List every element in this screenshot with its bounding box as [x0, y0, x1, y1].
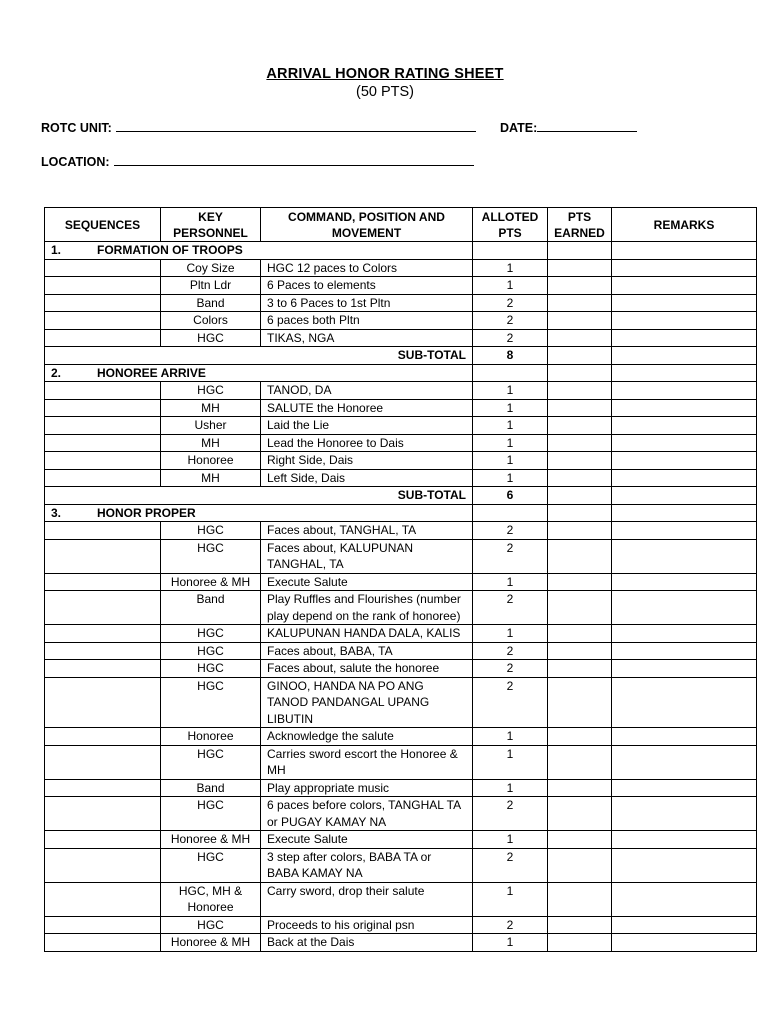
remarks-cell[interactable]	[612, 382, 757, 400]
alloted-pts-cell: 2	[473, 591, 548, 625]
table-row	[45, 277, 757, 295]
section-name: HONOR PROPER	[97, 505, 196, 520]
key-personnel-cell: HGC	[161, 660, 261, 678]
command-cell: Acknowledge the salute	[261, 728, 473, 746]
rotc-unit-label: ROTC UNIT:	[41, 121, 112, 135]
section-title-cell	[45, 504, 473, 522]
pts-earned-cell[interactable]	[548, 625, 612, 643]
remarks-cell[interactable]	[612, 882, 757, 916]
pts-earned-cell[interactable]	[548, 242, 612, 260]
table-row	[45, 677, 757, 728]
section-header-row	[45, 504, 757, 522]
remarks-cell[interactable]	[612, 797, 757, 831]
table-row	[45, 642, 757, 660]
alloted-pts-cell: 1	[473, 259, 548, 277]
sequence-cell	[45, 522, 161, 540]
command-cell: SALUTE the Honoree	[261, 399, 473, 417]
table-row	[45, 660, 757, 678]
section-number: 2.	[51, 365, 62, 380]
header-remarks: REMARKS	[612, 208, 757, 242]
header-key-personnel: KEY PERSONNEL	[161, 208, 261, 242]
pts-earned-cell[interactable]	[548, 934, 612, 952]
command-cell: Lead the Honoree to Dais	[261, 434, 473, 452]
table-row	[45, 382, 757, 400]
sequence-cell	[45, 539, 161, 573]
section-name: HONOREE ARRIVE	[97, 365, 206, 380]
pts-earned-cell[interactable]	[548, 329, 612, 347]
command-cell: Faces about, BABA, TA	[261, 642, 473, 660]
key-personnel-cell: HGC	[161, 539, 261, 573]
remarks-cell[interactable]	[612, 399, 757, 417]
remarks-cell[interactable]	[612, 625, 757, 643]
alloted-pts-cell: 1	[473, 434, 548, 452]
sequence-cell	[45, 677, 161, 728]
remarks-cell[interactable]	[612, 522, 757, 540]
remarks-cell[interactable]	[612, 573, 757, 591]
key-personnel-cell: MH	[161, 399, 261, 417]
header-pts-earned: PTS EARNED	[548, 208, 612, 242]
sequence-cell	[45, 312, 161, 330]
pts-earned-cell[interactable]	[548, 434, 612, 452]
alloted-pts-cell: 1	[473, 625, 548, 643]
remarks-cell[interactable]	[612, 417, 757, 435]
pts-earned-cell[interactable]	[548, 745, 612, 779]
subtotal-value: 6	[473, 487, 548, 505]
alloted-pts-cell: 2	[473, 677, 548, 728]
pts-earned-cell[interactable]	[548, 677, 612, 728]
alloted-pts-cell: 2	[473, 522, 548, 540]
alloted-pts-cell: 1	[473, 277, 548, 295]
pts-earned-cell[interactable]	[548, 660, 612, 678]
header-alloted-pts: ALLOTED PTS	[473, 208, 548, 242]
command-cell: Execute Salute	[261, 831, 473, 849]
table-row	[45, 452, 757, 470]
sequence-cell	[45, 916, 161, 934]
key-personnel-cell: Honoree & MH	[161, 831, 261, 849]
command-cell: HGC 12 paces to Colors	[261, 259, 473, 277]
section-name: FORMATION OF TROOPS	[97, 243, 243, 257]
key-personnel-cell: HGC	[161, 745, 261, 779]
table-row	[45, 539, 757, 573]
remarks-cell[interactable]	[612, 347, 757, 365]
rating-table	[44, 207, 757, 952]
pts-earned-cell[interactable]	[548, 417, 612, 435]
remarks-cell[interactable]	[612, 831, 757, 849]
date-label: DATE:	[500, 121, 538, 135]
pts-earned-cell[interactable]	[548, 539, 612, 573]
sequence-cell	[45, 848, 161, 882]
key-personnel-cell: HGC	[161, 797, 261, 831]
command-cell: Faces about, salute the honoree	[261, 660, 473, 678]
pts-earned-cell[interactable]	[548, 728, 612, 746]
header-command: COMMAND, POSITION AND MOVEMENT	[261, 208, 473, 242]
pts-earned-cell[interactable]	[548, 504, 612, 522]
pts-earned-cell[interactable]	[548, 487, 612, 505]
sequence-cell	[45, 625, 161, 643]
alloted-pts-cell: 2	[473, 312, 548, 330]
command-cell: TIKAS, NGA	[261, 329, 473, 347]
key-personnel-cell: Honoree	[161, 728, 261, 746]
table-row	[45, 312, 757, 330]
pts-earned-cell[interactable]	[548, 882, 612, 916]
key-personnel-cell: Honoree & MH	[161, 934, 261, 952]
pts-earned-cell[interactable]	[548, 831, 612, 849]
key-personnel-cell: Band	[161, 779, 261, 797]
section-title-cell	[45, 242, 473, 260]
sequence-cell	[45, 797, 161, 831]
subtotal-label: SUB-TOTAL	[45, 487, 473, 505]
header-sequences: SEQUENCES	[45, 208, 161, 242]
sequence-cell	[45, 728, 161, 746]
pts-earned-cell[interactable]	[548, 522, 612, 540]
alloted-pts-cell: 1	[473, 831, 548, 849]
command-cell: 6 Paces to elements	[261, 277, 473, 295]
pts-earned-cell[interactable]	[548, 452, 612, 470]
pts-earned-cell[interactable]	[548, 591, 612, 625]
subtotal-row	[45, 347, 757, 365]
date-blank[interactable]	[537, 131, 637, 132]
command-cell: Back at the Dais	[261, 934, 473, 952]
command-cell: Proceeds to his original psn	[261, 916, 473, 934]
sequence-cell	[45, 399, 161, 417]
section-header-row	[45, 242, 757, 260]
key-personnel-cell: Usher	[161, 417, 261, 435]
remarks-cell[interactable]	[612, 504, 757, 522]
table-row	[45, 779, 757, 797]
location-label: LOCATION:	[41, 155, 110, 169]
remarks-cell[interactable]	[612, 934, 757, 952]
sheet-subtitle: (50 PTS)	[355, 84, 414, 100]
remarks-cell[interactable]	[612, 364, 757, 382]
alloted-pts-cell: 2	[473, 642, 548, 660]
sequence-cell	[45, 259, 161, 277]
sequence-cell	[45, 452, 161, 470]
table-row	[45, 882, 757, 916]
table-row	[45, 728, 757, 746]
key-personnel-cell: MH	[161, 469, 261, 487]
table-row	[45, 797, 757, 831]
sequence-cell	[45, 745, 161, 779]
command-cell: Faces about, KALUPUNAN TANGHAL, TA	[261, 539, 473, 573]
sequence-cell	[45, 417, 161, 435]
remarks-cell[interactable]	[612, 277, 757, 295]
pts-earned-cell[interactable]	[548, 259, 612, 277]
rotc-unit-blank[interactable]	[116, 131, 476, 132]
remarks-cell[interactable]	[612, 259, 757, 277]
remarks-cell[interactable]	[612, 539, 757, 573]
key-personnel-cell: HGC	[161, 329, 261, 347]
remarks-cell[interactable]	[612, 660, 757, 678]
table-row	[45, 625, 757, 643]
table-row	[45, 294, 757, 312]
pts-earned-cell[interactable]	[548, 469, 612, 487]
key-personnel-cell: HGC	[161, 848, 261, 882]
sequence-cell	[45, 277, 161, 295]
command-cell: Faces about, TANGHAL, TA	[261, 522, 473, 540]
key-personnel-cell: HGC	[161, 642, 261, 660]
remarks-cell[interactable]	[612, 642, 757, 660]
subtotal-label: SUB-TOTAL	[45, 347, 473, 365]
location-field	[41, 155, 474, 169]
remarks-cell[interactable]	[612, 329, 757, 347]
remarks-cell[interactable]	[612, 469, 757, 487]
alloted-pts-cell: 1	[473, 934, 548, 952]
key-personnel-cell: HGC, MH & Honoree	[161, 882, 261, 916]
alloted-pts-cell	[473, 242, 548, 260]
sequence-cell	[45, 591, 161, 625]
alloted-pts-cell: 1	[473, 417, 548, 435]
table-row	[45, 745, 757, 779]
sequence-cell	[45, 660, 161, 678]
command-cell: Play Ruffles and Flourishes (number play depend on the rank of honoree)	[261, 591, 473, 625]
location-blank[interactable]	[114, 165, 474, 166]
alloted-pts-cell: 1	[473, 469, 548, 487]
command-cell: GINOO, HANDA NA PO ANG TANOD PANDANGAL UPANG LIBUTIN	[261, 677, 473, 728]
pts-earned-cell[interactable]	[548, 294, 612, 312]
sheet-title: ARRIVAL HONOR RATING SHEET	[266, 66, 504, 82]
section-header-row	[45, 364, 757, 382]
remarks-cell[interactable]	[612, 434, 757, 452]
pts-earned-cell[interactable]	[548, 779, 612, 797]
command-cell: Carry sword, drop their salute	[261, 882, 473, 916]
table-row	[45, 934, 757, 952]
pts-earned-cell[interactable]	[548, 382, 612, 400]
remarks-cell[interactable]	[612, 487, 757, 505]
key-personnel-cell: Honoree & MH	[161, 573, 261, 591]
command-cell: Laid the Lie	[261, 417, 473, 435]
command-cell: 6 paces before colors, TANGHAL TA or PUGAY KAMAY NA	[261, 797, 473, 831]
alloted-pts-cell: 1	[473, 452, 548, 470]
pts-earned-cell[interactable]	[548, 642, 612, 660]
key-personnel-cell: Honoree	[161, 452, 261, 470]
remarks-cell[interactable]	[612, 677, 757, 728]
header-row	[45, 208, 757, 242]
key-personnel-cell: Band	[161, 591, 261, 625]
remarks-cell[interactable]	[612, 745, 757, 779]
command-cell: 3 step after colors, BABA TA or BABA KAMAY NA	[261, 848, 473, 882]
section-number: 3.	[51, 505, 62, 520]
sequence-cell	[45, 329, 161, 347]
command-cell: 3 to 6 Paces to 1st Pltn	[261, 294, 473, 312]
date-field	[500, 121, 637, 135]
remarks-cell[interactable]	[612, 916, 757, 934]
command-cell: TANOD, DA	[261, 382, 473, 400]
key-personnel-cell: HGC	[161, 677, 261, 728]
alloted-pts-cell: 1	[473, 728, 548, 746]
rotc-unit-field	[41, 121, 476, 135]
remarks-cell[interactable]	[612, 294, 757, 312]
table-row	[45, 434, 757, 452]
key-personnel-cell: Pltn Ldr	[161, 277, 261, 295]
sequence-cell	[45, 434, 161, 452]
remarks-cell[interactable]	[612, 452, 757, 470]
pts-earned-cell[interactable]	[548, 573, 612, 591]
alloted-pts-cell	[473, 364, 548, 382]
command-cell: Left Side, Dais	[261, 469, 473, 487]
sequence-cell	[45, 642, 161, 660]
table-row	[45, 591, 757, 625]
alloted-pts-cell: 1	[473, 573, 548, 591]
pts-earned-cell[interactable]	[548, 347, 612, 365]
alloted-pts-cell: 1	[473, 745, 548, 779]
key-personnel-cell: HGC	[161, 382, 261, 400]
alloted-pts-cell: 2	[473, 660, 548, 678]
key-personnel-cell: Colors	[161, 312, 261, 330]
remarks-cell[interactable]	[612, 848, 757, 882]
sequence-cell	[45, 779, 161, 797]
table-row	[45, 916, 757, 934]
key-personnel-cell: MH	[161, 434, 261, 452]
pts-earned-cell[interactable]	[548, 797, 612, 831]
key-personnel-cell: HGC	[161, 625, 261, 643]
sequence-cell	[45, 382, 161, 400]
sequence-cell	[45, 294, 161, 312]
subtotal-row	[45, 487, 757, 505]
command-cell: KALUPUNAN HANDA DALA, KALIS	[261, 625, 473, 643]
key-personnel-cell: Band	[161, 294, 261, 312]
pts-earned-cell[interactable]	[548, 916, 612, 934]
command-cell: Carries sword escort the Honoree & MH	[261, 745, 473, 779]
sequence-cell	[45, 831, 161, 849]
table-body	[45, 242, 757, 952]
pts-earned-cell[interactable]	[548, 312, 612, 330]
remarks-cell[interactable]	[612, 728, 757, 746]
alloted-pts-cell: 2	[473, 848, 548, 882]
table-row	[45, 417, 757, 435]
table-row	[45, 573, 757, 591]
command-cell: 6 paces both Pltn	[261, 312, 473, 330]
pts-earned-cell[interactable]	[548, 364, 612, 382]
command-cell: Play appropriate music	[261, 779, 473, 797]
alloted-pts-cell: 1	[473, 882, 548, 916]
remarks-cell[interactable]	[612, 312, 757, 330]
sequence-cell	[45, 882, 161, 916]
subtotal-value: 8	[473, 347, 548, 365]
section-title-cell	[45, 364, 473, 382]
pts-earned-cell[interactable]	[548, 848, 612, 882]
alloted-pts-cell: 2	[473, 797, 548, 831]
table-row	[45, 522, 757, 540]
alloted-pts-cell: 1	[473, 382, 548, 400]
alloted-pts-cell: 2	[473, 916, 548, 934]
table-row	[45, 259, 757, 277]
key-personnel-cell: HGC	[161, 522, 261, 540]
key-personnel-cell: Coy Size	[161, 259, 261, 277]
table-row	[45, 831, 757, 849]
pts-earned-cell[interactable]	[548, 399, 612, 417]
alloted-pts-cell: 1	[473, 779, 548, 797]
remarks-cell[interactable]	[612, 779, 757, 797]
alloted-pts-cell: 2	[473, 329, 548, 347]
alloted-pts-cell: 2	[473, 294, 548, 312]
sequence-cell	[45, 934, 161, 952]
sequence-cell	[45, 469, 161, 487]
alloted-pts-cell: 1	[473, 399, 548, 417]
pts-earned-cell[interactable]	[548, 277, 612, 295]
table-row	[45, 469, 757, 487]
table-row	[45, 329, 757, 347]
table-row	[45, 399, 757, 417]
command-cell: Right Side, Dais	[261, 452, 473, 470]
command-cell: Execute Salute	[261, 573, 473, 591]
key-personnel-cell: HGC	[161, 916, 261, 934]
sequence-cell	[45, 573, 161, 591]
alloted-pts-cell	[473, 504, 548, 522]
table-row	[45, 848, 757, 882]
section-number: 1.	[51, 243, 62, 257]
remarks-cell[interactable]	[612, 242, 757, 260]
remarks-cell[interactable]	[612, 591, 757, 625]
alloted-pts-cell: 2	[473, 539, 548, 573]
